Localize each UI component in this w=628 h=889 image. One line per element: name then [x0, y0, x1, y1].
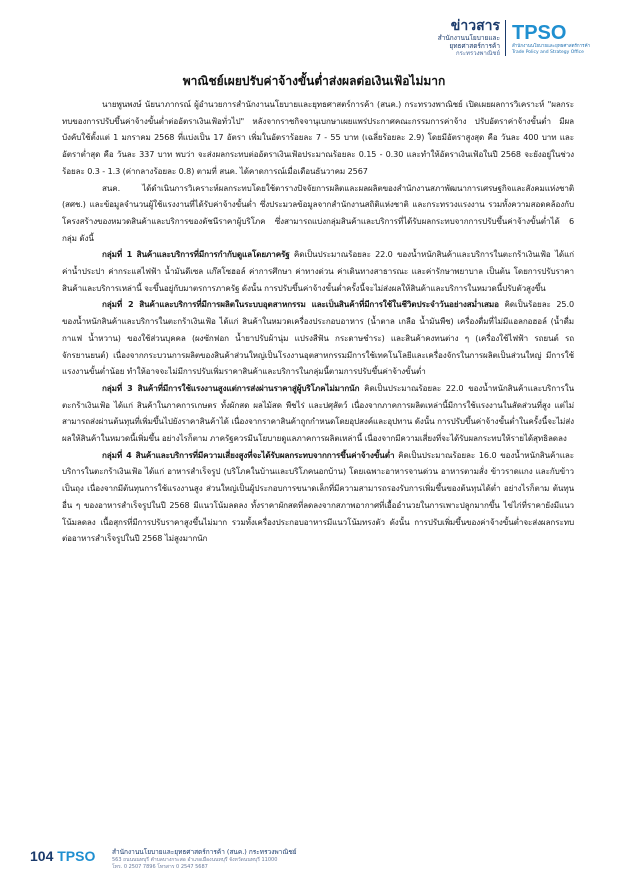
footer-address-line: 563 ถนนนนทบุรี ตำบลบางกระสอ อำเภอเมืองนนทบุรี จังหวัดนนทบุรี 11000	[112, 857, 278, 863]
footer	[0, 836, 628, 889]
group-4-paragraph: กลุ่มที่ 4 สินค้าและบริการที่มีความเสี่ยงสูงที่จะได้รับผลกระทบจากการขึ้นค่าจ้างขั้นต่ำ คิดเป็นประมาณร้อยละ 16.0 ของน้ำหนักสินค้าและบริการในตะกร้าเงินเฟ้อ ได้แก่ อาหารสำเร็จรูป (บริโภคในบ้านและบริโภคนอกบ้าน) โดยเฉพาะอาหารจานด่วน อาหารตามสั่ง ข้าวราดแกง และกับข้าวเป็นถุง เนื่องจากมีต้นทุนการใช้แรงงานสูง ส่วนใหญ่เป็นผู้ประกอบการขนาดเล็กที่มีความสามารถรองรับการเพิ่มขึ้นของต้นทุนได้ต่ำ อย่างไรก็ตาม ต้นทุนอื่น ๆ ของอาหารสำเร็จรูปในปี 2568 มีแนวโน้มลดลง ทั้งราคาผักสดที่ลดลงจากสภาพอากาศที่เอื้ออำนวยในการเพาะปลูกมากขึ้น ไข่ไก่ที่ราคายังมีแนวโน้มลดลง เนื้อสุกรที่มีการปรับราคาสูงขึ้นไม่มาก รวมทั้งเครื่องประกอบอาหารมีแนวโน้มทรงตัว ดังนั้น การปรับเพิ่มขึ้นของค่าจ้างขั้นต่ำจะส่งผลกระทบต่ออาหารสำเร็จรูปในปี 2568 ไม่สูงมากนัก	[62, 449, 574, 544]
group-3-paragraph: กลุ่มที่ 3 สินค้าที่มีการใช้แรงงานสูงแต่การส่งผ่านราคาสู่ผู้บริโภคไม่มากนัก คิดเป็นประมาณร้อยละ 22.0 ของน้ำหนักสินค้าและบริการในตะกร้าเงินเฟ้อ ได้แก่ สินค้าในภาคการเกษตร ทั้งผักสด ผลไม้สด พืชไร่ และปศุสัตว์ เนื่องจากภาคการผลิตเหล่านี้มีการใช้แรงงานในสัดส่วนที่สูง แต่ไม่สามารถส่งผ่านต้นทุนที่เพิ่มขึ้นไปยังราคาสินค้าได้ เนื่องจากราคาสินค้าถูกกำหนดโดยอุปสงค์และอุปทาน ดังนั้น การปรับขึ้นค่าจ้างขั้นต่ำในครั้งนี้จะไม่ส่งผลให้สินค้าในหมวดนี้เพิ่มขึ้น อย่างไรก็ตาม ภาครัฐควรมีนโยบายดูแลภาคการผลิตเหล่านี้ เนื่องจากมีความเสี่ยงที่จะได้รับผลกระทบให้รายได้สุทธิลดลง	[62, 382, 575, 444]
group-2-paragraph: กลุ่มที่ 2 สินค้าและบริการที่มีการผลิตในระบบอุตสาหกรรม และเป็นสินค้าที่มีการใช้ในชีวิตประจำวันอย่างสม่ำเสมอ คิดเป็นร้อยละ 25.0 ของน้ำหนักสินค้าและบริการในตะกร้าเงินเฟ้อ ได้แก่ สินค้าในหมวดเครื่องประกอบอาหาร (น้ำตาล เกลือ น้ำมันพืช) เครื่องดื่มที่ไม่มีแอลกอฮอล์ (น้ำดื่ม กาแฟ น้ำหวาน) ของใช้ส่วนบุคคล (ผงซักฟอก น้ำยาปรับผ้านุ่ม แปรงสีฟัน กระดาษชำระ) และสินค้าคงทนต่าง ๆ (เครื่องใช้ไฟฟ้า รถยนต์ รถจักรยานยนต์) เนื่องจากกระบวนการผลิตของสินค้าส่วนใหญ่เป็นโรงงานอุตสาหกรรมมีการใช้เทคโนโลยีและเครื่องจักรในการผลิตเป็นส่วนใหญ่ มีการใช้แรงงานขั้นต่ำน้อย ทำให้อาจจะไม่มีการปรับเพิ่มราคาสินค้าและบริการในกลุ่มนี้ตามการปรับขึ้นค่าจ้างขั้นต่ำ	[62, 299, 574, 377]
group-4-heading: กลุ่มที่ 4 สินค้าและบริการที่มีความเสี่ยงสูงที่จะได้รับผลกระทบจากการขึ้นค่าจ้างขั้นต่ำ	[102, 449, 395, 460]
paragraph-2: สนค. ได้ดำเนินการวิเคราะห์ผลกระทบโดยใช้ตารางปัจจัยการผลิตและผลผลิตของสำนักงานสภาพัฒนาการเศรษฐกิจและสังคมแห่งชาติ (สศช.) และข้อมูลจำนวนผู้ใช้แรงงานที่ได้รับค่าจ้างขั้นต่ำ ซึ่งประมวลข้อมูลจากสำนักงานสถิติแห่งชาติ และกระทรวงแรงงาน รวมทั้งความสอดคล้องกับโครงสร้างของหมวดสินค้าและบริการของดัชนีราคาผู้บริโภค ซึ่งสามารถแบ่งกลุ่มสินค้าและบริการที่ได้รับผลกระทบจากการปรับขึ้นค่าจ้างขั้นต่ำได้ 6 กลุ่ม ดังนี้	[62, 182, 574, 243]
group-1-heading: กลุ่มที่ 1 สินค้าและบริการที่มีการกำกับดูแลโดยภาครัฐ	[102, 249, 290, 260]
org-name-line3: กระทรวงพาณิชย์	[455, 50, 500, 57]
article-body	[62, 96, 574, 547]
org-name-line2: ยุทธศาสตร์การค้า	[449, 42, 500, 50]
logo-text: TPSO	[512, 22, 567, 44]
logo-sub-thai: สำนักงานนโยบายและยุทธศาสตร์การค้า	[512, 44, 591, 49]
news-title: ข่าวสาร	[450, 18, 500, 34]
group-3-heading: กลุ่มที่ 3 สินค้าที่มีการใช้แรงงานสูงแต่การส่งผ่านราคาสู่ผู้บริโภคไม่มากนัก	[102, 382, 360, 393]
header-divider	[505, 20, 506, 56]
footer-phone-line: โทร. 0 2507 7896 โทรสาร 0 2547 5687	[112, 864, 208, 870]
header	[0, 0, 628, 60]
logo-sub-english: Trade Policy and Strategy Office	[512, 49, 584, 55]
tpso-logo	[512, 22, 607, 58]
group-1-paragraph: กลุ่มที่ 1 สินค้าและบริการที่มีการกำกับดูแลโดยภาครัฐ คิดเป็นประมาณร้อยละ 22.0 ของน้ำหนักสินค้าและบริการในตะกร้าเงินเฟ้อ ได้แก่ ค่าน้ำประปา ค่ากระแสไฟฟ้า น้ำมันดีเซล แก๊สโซฮอล์ ค่าการศึกษา ค่าทางด่วน ค่าเดินทางสาธารณะ และค่ารักษาพยาบาล เป็นต้น โดยการปรับราคาสินค้าและบริการเหล่านี้ จะขึ้นอยู่กับมาตรการภาครัฐ ดังนั้น การปรับขึ้นค่าจ้างขั้นต่ำครั้งนี้จะไม่ส่งผลให้สินค้าและบริการในหมวดนี้ปรับตัวสูงขึ้น	[62, 249, 574, 293]
paragraph-1: นายพูนพงษ์ นัยนาภากรณ์ ผู้อำนวยการสำนักงานนโยบายและยุทธศาสตร์การค้า (สนค.) กระทรวงพาณิชย์ เปิดเผยผลการวิเคราะห์ "ผลกระทบของการปรับขึ้นค่าจ้างขั้นต่ำต่ออัตราเงินเฟ้อทั่วไป" หลังจากราชกิจจานุเบกษาเผยแพร่ประกาศคณะกรรมการค่าจ้าง ปรับอัตราค่าจ้างขั้นต่ำ มีผลบังคับใช้ตั้งแต่ 1 มกราคม 2568 ที่แบ่งเป็น 17 อัตรา เพิ่มในอัตราร้อยละ 7 - 55 บาท (เฉลี่ยร้อยละ 2.9) โดยมีอัตราสูงสุด คือ วันละ 400 บาท และอัตราต่ำสุด คือ วันละ 337 บาท พบว่า จะส่งผลกระทบต่ออัตราเงินเฟ้อประมาณร้อยละ 0.15 - 0.30 และทำให้อัตราเงินเฟ้อในปี 2568 จะยังอยู่ในช่วงร้อยละ 0.3 - 1.3 (ค่ากลางร้อยละ 0.8) ตามที่ สนค. ได้คาดการณ์เมื่อเดือนธันวาคม 2567	[62, 99, 574, 176]
group-2-heading: กลุ่มที่ 2 สินค้าและบริการที่มีการผลิตในระบบอุตสาหกรรม และเป็นสินค้าที่มีการใช้ในชีวิตประจำวันอย่างสม่ำเสมอ	[102, 299, 499, 310]
footer-org-name: สำนักงานนโยบายและยุทธศาสตร์การค้า (สนค.) กระทรวงพาณิชย์	[112, 848, 297, 856]
page-title: พาณิชย์เผยปรับค่าจ้างขั้นต่ำส่งผลต่อเงินเฟ้อไม่มาก	[182, 74, 446, 88]
footer-address	[112, 848, 412, 871]
news-block	[412, 18, 500, 57]
org-name-line1: สำนักงานนโยบายและ	[437, 34, 500, 42]
footer-logo: 104 TPSO	[30, 848, 96, 864]
